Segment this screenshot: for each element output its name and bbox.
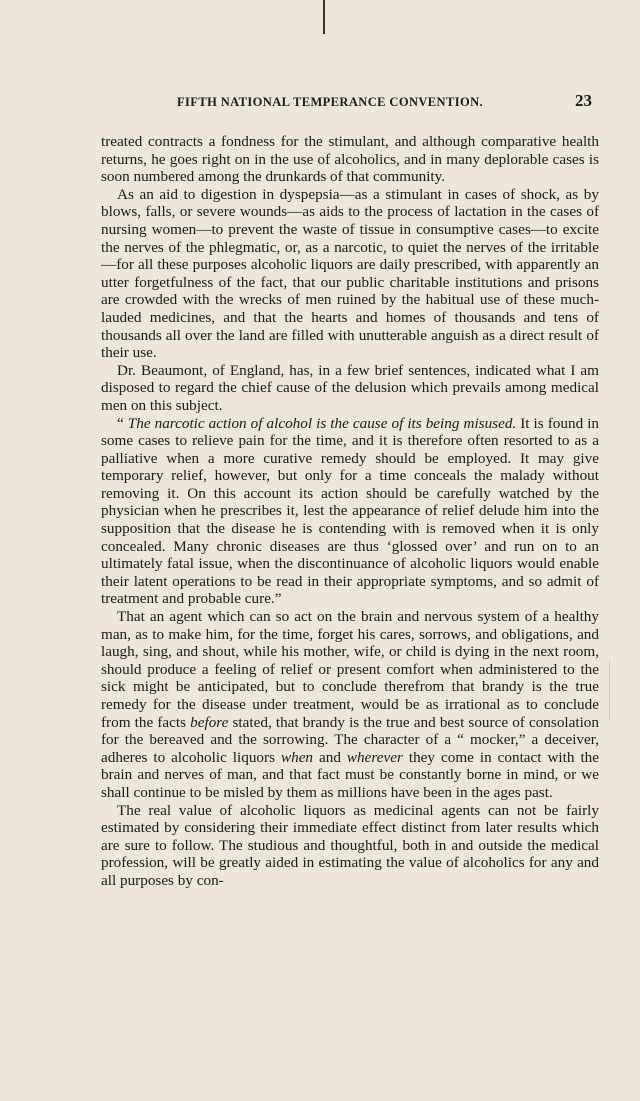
paragraph-beaumont-quote bbox=[101, 415, 599, 609]
emphasis-wherever: wherever bbox=[346, 748, 403, 766]
paragraph-real-value: The real value of alcoholic liquors as medicinal agents can not be fairly estimated by considering their immediate effect distinct from later results which are sure to follow. The studious and thoughtful, both in and outside the medical profession, will be greatly aided in estimating the value of alcoholics for any and all purposes by con- bbox=[101, 801, 599, 889]
quote-body: It is found in some cases to relieve pain for the time, and it is therefore often resorted to as a palliative when a more curative remedy should be employed. It may give temporary relief, however, but only for a time conceals the malady without removing it. On this account its action should be carefully watched by the physician when he prescribes it, lest the appearance of relief delude him into the supposition that the disease he is contending with is removed when it is only concealed. Many chronic diseases are thus ‘glossed over’ and run on to an ultimately fatal issue, when the discontinuance of alcoholic liquors would enable their latent operations to be read in their appropriate symptoms, and so admit of treatment and probable cure.” bbox=[101, 414, 600, 608]
text-run: stated, that brandy is the true and best source of consolation for the bereaved and the sorrowing. The character of a “ mocker,” a deceiver, adheres to alcoholic liquors bbox=[101, 713, 599, 766]
paragraph-dr-beaumont: Dr. Beaumont, of England, has, in a few brief sentences, indicated what I am disposed to regard the chief cause of the delusion which prevails among medical men on this subject. bbox=[101, 361, 599, 414]
paragraph-continuation: treated contracts a fondness for the stimulant, and although comparative health returns, he goes right on in the use of alcoholics, and in many deplorable cases is soon numbered among the drunkards of that community. bbox=[101, 133, 599, 186]
text-run: That an agent which can so act on the brain and nervous system of a healthy man, as to make him, for the time, forget his cares, sorrows, and obligations, and laugh, sing, and shout, while his mother, wife, or child is dying in the next room, should produce a feeling of relief or present comfort when administered to the sick might be anticipated, but to conclude therefrom that brandy is the true remedy for the disease under treatment, would be as irrational as to conclude from the facts bbox=[101, 608, 599, 731]
running-title: FIFTH NATIONAL TEMPERANCE CONVENTION. bbox=[177, 95, 484, 109]
page-edge-mark bbox=[609, 660, 640, 720]
paragraph-agent-brain bbox=[101, 608, 599, 802]
binding-edge bbox=[323, 0, 325, 34]
text-run: they come in contact with the brain and nerves of man, and that fact must be constantly borne in mind, or we shall continue to be misled by them as millions have been in the ages past. bbox=[101, 748, 599, 801]
body-text bbox=[101, 133, 599, 890]
quote-italic-lead: The narcotic action of alcohol is the cause of its being misused. bbox=[127, 414, 517, 432]
emphasis-when: when bbox=[280, 748, 314, 766]
page-number: 23 bbox=[575, 91, 592, 110]
emphasis-before: before bbox=[190, 713, 229, 731]
paragraph-alcohol-prescribed: As an aid to digestion in dyspepsia—as a stimulant in cases of shock, as by blows, falls, or severe wounds—as aids to the process of lactation in the cases of nursing women—to prevent the waste of tissue in consumptive cases—to excite the nerves of the phlegmatic, or, as a narcotic, to quiet the nerves of the irritable—for all these purposes alcoholic liquors are daily prescribed, with apparently an utter forgetfulness of the fact, that our public charitable institutions and prisons are crowded with the wrecks of men ruined by the habitual use of these much-lauded medicines, and that the hearts and homes of thousands and tens of thousands all over the land are filled with unutterable anguish as a direct result of their use. bbox=[101, 185, 599, 362]
text-run: and bbox=[313, 748, 347, 766]
quote-open: “ bbox=[117, 414, 128, 432]
